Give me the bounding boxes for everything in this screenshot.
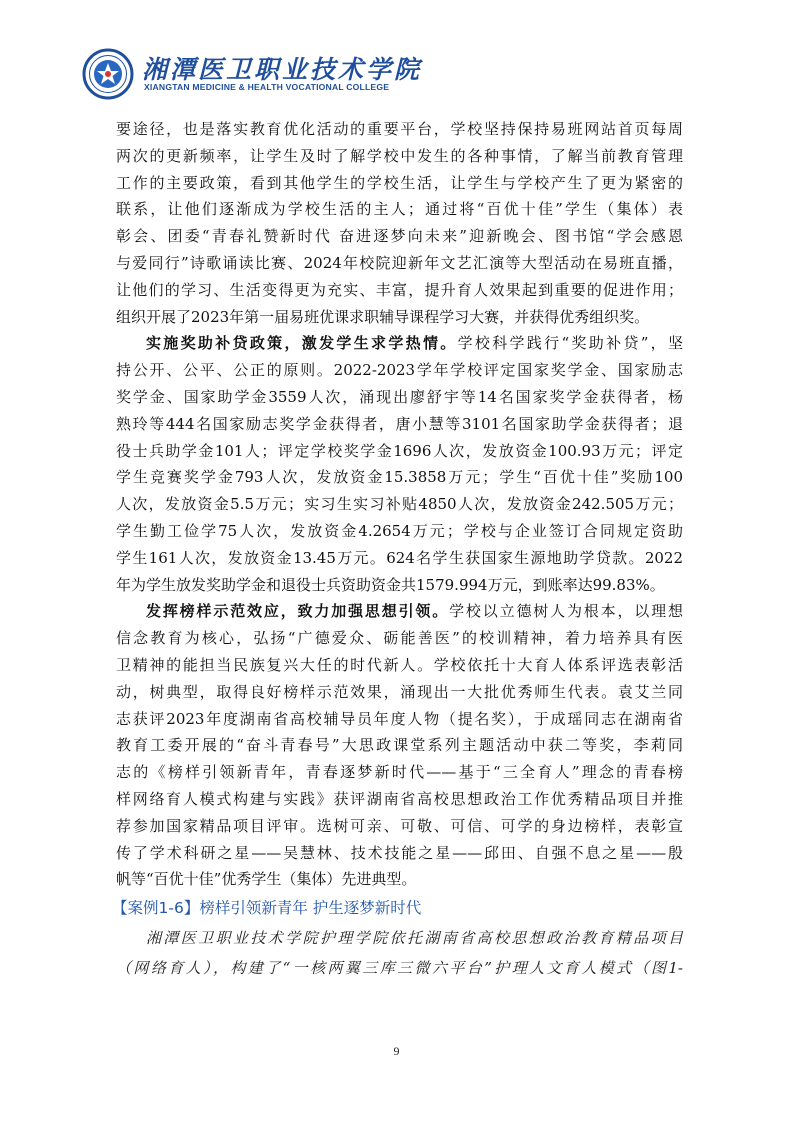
text-line: 传了学术科研之星——吴慧林、技术技能之星——邱田、自强不息之星——殷 — [116, 843, 683, 862]
text-line: 要途径，也是落实教育优化活动的重要平台，学校坚持保持易班网站首页每周 — [116, 120, 683, 138]
text-line: 志的《榜样引领新青年，青春逐梦新时代——基于“三全育人”理念的青春榜 — [116, 763, 683, 782]
college-name-en: XIANGTAN MEDICINE & HEALTH VOCATIONAL COLLEGE — [144, 82, 390, 92]
text-line: 帆等“百优十佳”优秀学生（集体）先进典型。 — [116, 870, 417, 889]
text-line: 学生勤工俭学75人次，发放资金4.2654万元；学校与企业签订合同规定资助 — [116, 521, 683, 540]
text-line: 熟玲等444名国家励志奖学金获得者，唐小慧等3101名国家助学金获得者；退 — [116, 414, 683, 433]
paragraph-role-models — [116, 598, 683, 893]
case-paragraph — [116, 923, 683, 983]
text-line: 持公开、公平、公正的原则。2022-2023学年学校评定国家奖学金、国家励志 — [116, 361, 683, 380]
text-line — [116, 330, 683, 357]
text-line: 联系，让他们逐渐成为学校生活的主人；通过将“百优十佳”学生（集体）表 — [116, 200, 683, 219]
text-line: 教育工委开展的“奋斗青春号”大思政课堂系列主题活动中获二等奖，李莉同 — [116, 736, 683, 755]
text-line: 奖学金、国家助学金3559人次，涌现出廖舒宇等14名国家奖学金获得者，杨 — [116, 387, 683, 406]
text-line: 信念教育为核心，弘扬“广德爱众、砺能善医”的校训精神，着力培养具有医 — [116, 629, 683, 648]
paragraph-heading: 实施奖助补贷政策，激发学生求学热情。 — [146, 334, 458, 353]
text-span: 学校以立德树人为根本，以理想 — [449, 602, 683, 621]
document-body — [112, 116, 683, 983]
page-header — [82, 44, 642, 108]
college-name-cn: 湘潭医卫职业技术学院 — [142, 55, 423, 84]
text-line: 让他们的学习、生活变得更为充实、丰富，提升育人效果起到重要的促进作用； — [116, 280, 683, 299]
text-line: 志获评2023年度湖南省高校辅导员年度人物（提名奖），于成瑶同志在湖南省 — [116, 709, 683, 728]
text-line: （网络育人），构建了“一核两翼三库三微六平台”护理人文育人模式（图1- — [116, 959, 683, 978]
text-line: 与爱同行”诗歌诵读比赛、2024年校院迎新年文艺汇演等大型活动在易班直播， — [116, 253, 683, 272]
text-line: 湘潭医卫职业技术学院护理学院依托湖南省高校思想政治教育精品项目 — [146, 929, 683, 948]
page-number: 9 — [393, 1044, 400, 1058]
text-line: 荐参加国家精品项目评审。选树可亲、可敬、可信、可学的身边榜样，表彰宣 — [116, 816, 683, 835]
text-line: 工作的主要政策，看到其他学生的学校生活，让学生与学校产生了更为紧密的 — [116, 173, 683, 192]
text-line: 年为学生放发奖助学金和退役士兵资助资金共1579.994万元，到账率达99.83%。 — [116, 575, 665, 594]
paragraph-yiban — [116, 116, 683, 330]
text-line: 学生竞赛奖学金793人次，发放资金15.3858万元；学生“百优十佳”奖励100 — [116, 468, 683, 487]
text-line: 动，树典型，取得良好榜样示范效果，涌现出一大批优秀师生代表。袁艾兰同 — [116, 682, 683, 701]
text-line: 两次的更新频率，让学生及时了解学校中发生的各种事情，了解当前教育管理 — [116, 146, 683, 165]
text-line: 役士兵助学金101人；评定学校奖学金1696人次，发放资金100.93万元；评定 — [116, 441, 683, 460]
text-line: 学生161人次，发放资金13.45万元。624名学生获国家生源地助学贷款。2022 — [116, 548, 683, 567]
text-line: 样网络育人模式构建与实践》获评湖南省高校思想政治工作优秀精品项目并推 — [116, 789, 683, 808]
paragraph-scholarship — [116, 330, 683, 598]
text-line: 人次，发放资金5.5万元；实习生实习补贴4850人次，发放资金242.505万元； — [116, 495, 683, 514]
paragraph-heading: 发挥榜样示范效应，致力加强思想引领。 — [146, 602, 450, 621]
case-title: 【案例1-6】榜样引领新青年 护生逐梦新时代 — [112, 899, 422, 918]
college-logo-icon — [82, 48, 134, 100]
text-line: 卫精神的能担当民族复兴大任的时代新人。学校依托十大育人体系评选表彰活 — [116, 655, 683, 674]
text-line — [116, 598, 683, 625]
text-span: 学校科学践行“奖助补贷”，坚 — [457, 334, 683, 353]
text-line: 组织开展了2023年第一届易班优课求职辅导课程学习大赛，并获得优秀组织奖。 — [116, 307, 650, 326]
text-line: 彰会、团委“青春礼赞新时代 奋进逐梦向未来”迎新晚会、图书馆“学会感恩 — [116, 227, 683, 246]
